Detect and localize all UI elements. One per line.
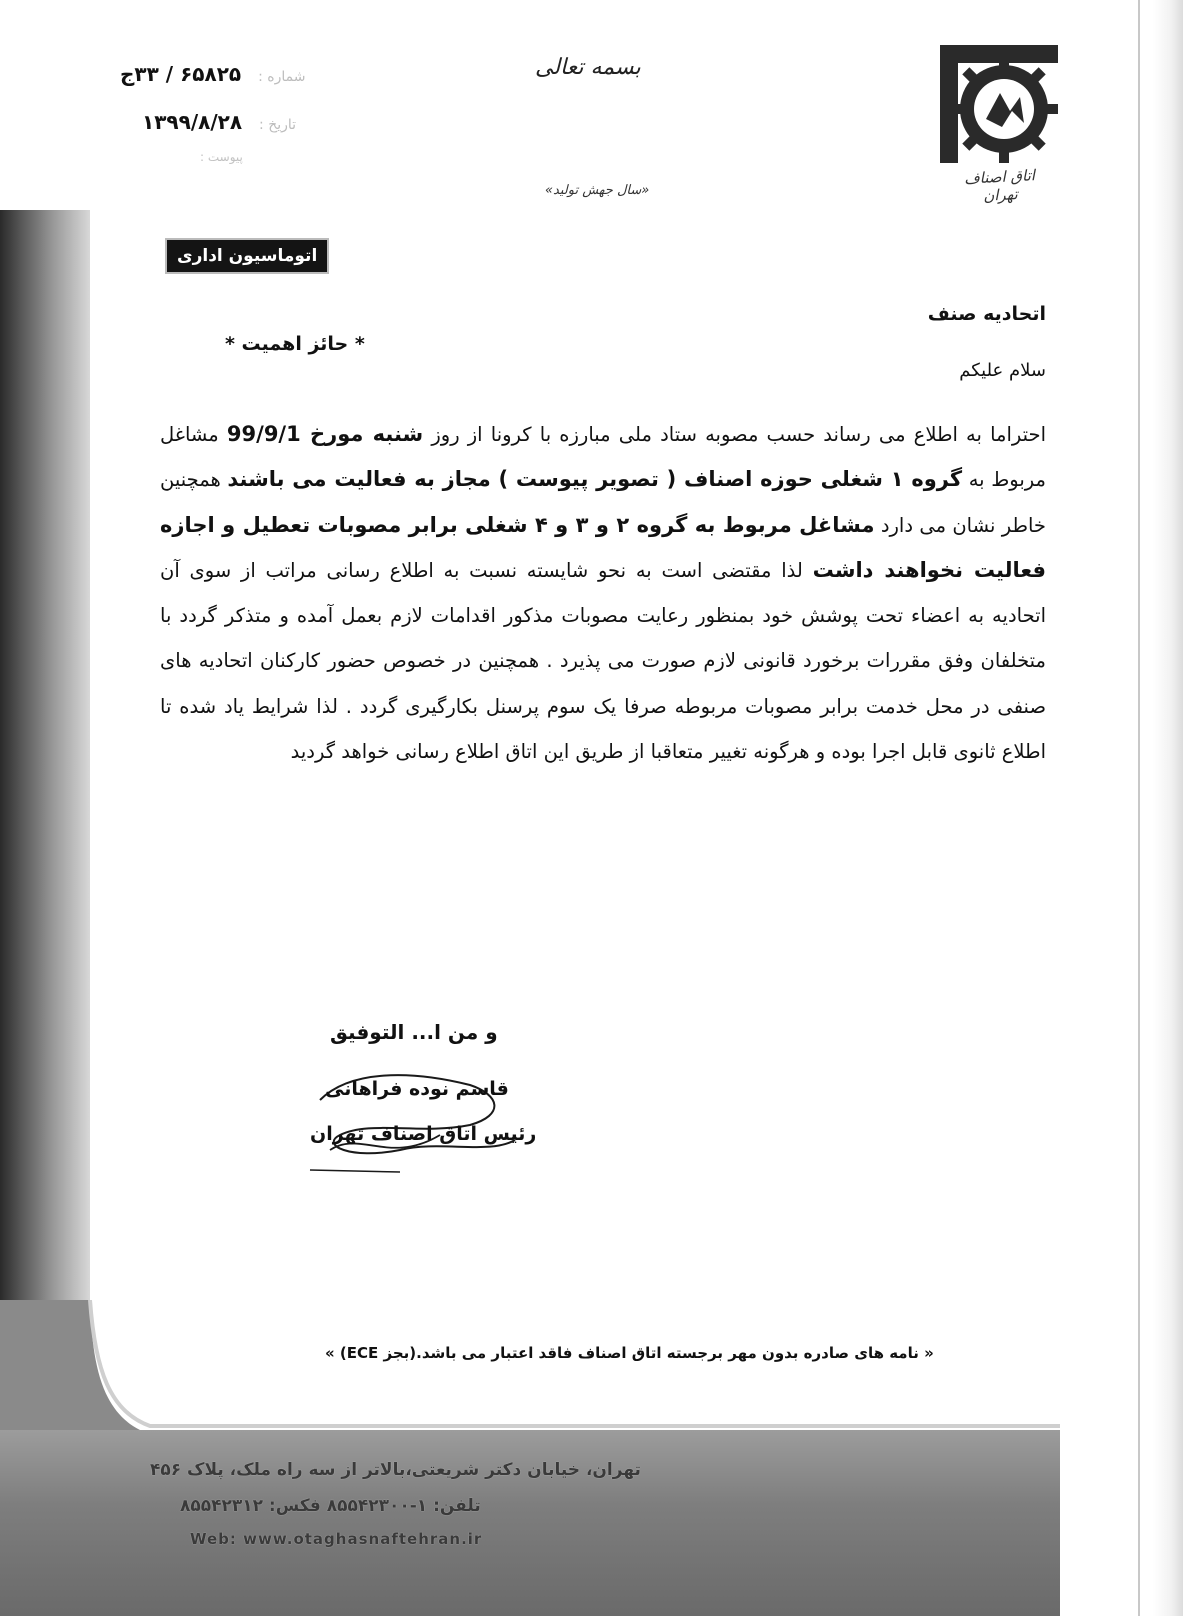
- logo-caption: اتاق اصناف تهران: [963, 166, 1036, 205]
- office-automation-label: اتوماسیون اداری: [165, 238, 329, 274]
- year-slogan: «سال جهش تولید»: [545, 183, 650, 198]
- website-line: Web: www.otaghasnaftehran.ir: [190, 1530, 483, 1548]
- body-part-2-bold: گروه ۱ شغلی حوزه اصناف ( تصویر پیوست ) مجاز به فعالیت می باشند: [227, 467, 963, 492]
- recipient: اتحادیه صنف: [927, 303, 1046, 325]
- invocation-text: بسمه تعالی: [535, 55, 641, 80]
- letter-number: [120, 62, 305, 86]
- scan-edge-right: [1153, 0, 1183, 1616]
- scan-shadow-bottom: [0, 1430, 1060, 1616]
- letter-date: [142, 110, 296, 134]
- signer-title: رئیس اتاق اصناف تهران: [310, 1123, 537, 1145]
- address-line: تهران، خیابان دکتر شریعتی،بالاتر از سه راه ملک، پلاک ۴۵۶: [150, 1460, 641, 1480]
- body-part-3-bold: مشاغل مربوط به گروه ۲ و ۳ و ۴ شغلی برابر مصوبات تعطیل و اجازه فعالیت نخواهند داشت: [160, 512, 1047, 582]
- letter-body: [160, 412, 1046, 774]
- body-part-2: مشاغل مربوط به: [160, 423, 1046, 492]
- organization-logo-icon: [940, 45, 1058, 163]
- letter-number-value: ۶۵۸۲۵ / ۳۳ج: [120, 62, 242, 86]
- closing-phrase: و من ا... التوفیق: [330, 1020, 498, 1044]
- greeting: سلام علیکم: [959, 360, 1046, 381]
- letter-number-label: شماره :: [258, 69, 306, 85]
- body-part-4: لذا مقتضی است به نحو شایسته نسبت به اطلاع رسانی مراتب از سوی آن اتحادیه به اعضاء تحت پوشش خود بمنظور رعایت مصوبات مذکور اقدامات لازم بعمل آمده و متذکر گردد با متخلفان وفق مقررات برخورد قانونی لازم صورت می پذیرد . همچنین در خصوص حضور کارکنان اتحادیه های صنفی در محل خدمت برابر مصوبات مربوطه صرفا یک سوم پرسنل بکارگیری گردد . لذا شرایط یاد شده تا اطلاع ثانوی قابل اجرا بوده و هرگونه تغییر متعاقبا از طریق این اتاق اطلاع رسانی خواهد گردید: [160, 558, 1046, 764]
- paper-edge: [1138, 0, 1140, 1616]
- attachment-label: پیوست :: [200, 150, 243, 164]
- body-part-1: احتراما به اطلاع می رساند حسب مصوبه ستاد ملی مبارزه با کرونا از روز: [431, 423, 1047, 446]
- validity-footer-note: « نامه های صادره بدون مهر برجسته اتاق اصناف فاقد اعتبار می باشد.(بجز ECE) »: [325, 1344, 934, 1362]
- letter-date-label: تاریخ :: [259, 117, 297, 133]
- letter-date-value: ۱۳۹۹/۸/۲۸: [142, 110, 243, 134]
- phone-fax-line: تلفن: ۱-۸۵۵۴۲۳۰۰ فکس: ۸۵۵۴۲۳۱۲: [180, 1496, 481, 1516]
- importance-note: * حائز اهمیت *: [225, 333, 365, 355]
- signer-name: قاسم نوده فراهانی: [325, 1078, 509, 1100]
- body-part-3: همچنین خاطر نشان می دارد: [160, 468, 1046, 537]
- body-part-1-bold: شنبه مورخ 99/9/1: [226, 422, 424, 446]
- handwritten-signature: [290, 1040, 530, 1180]
